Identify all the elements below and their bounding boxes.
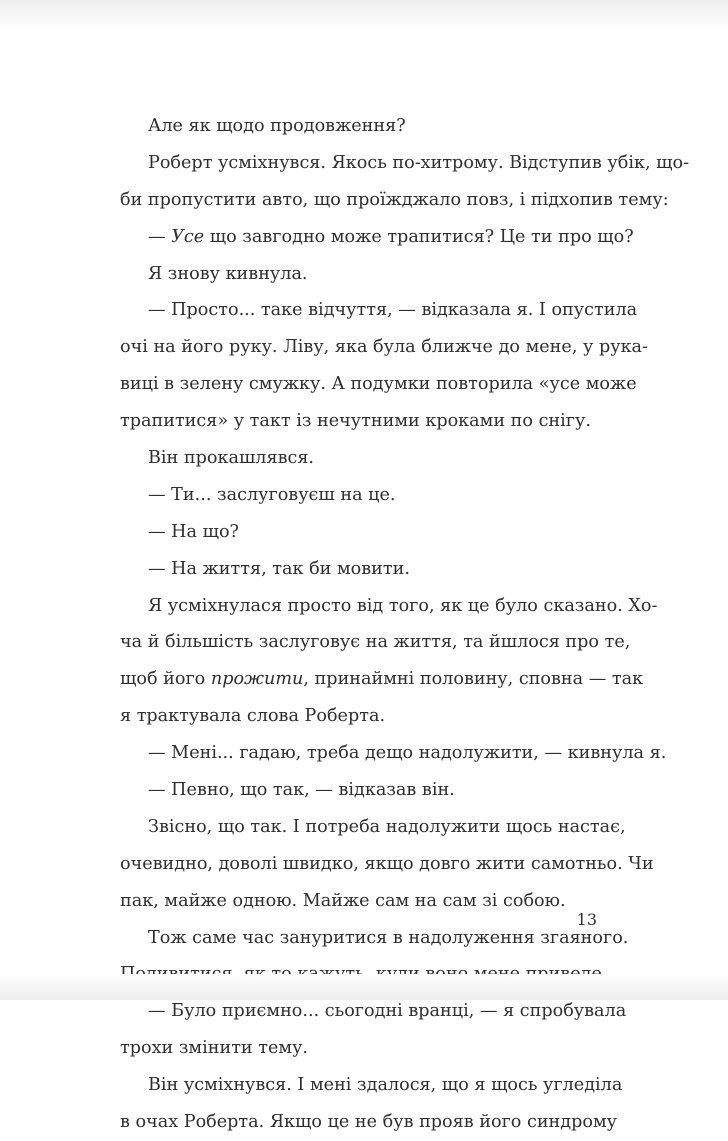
text-line: — Просто... таке відчуття, — відказала я. І опустила	[148, 300, 638, 321]
text-line: в очах Роберта. Якщо це не був прояв його синдрому	[120, 1112, 617, 1133]
text-line: я трактувала слова Роберта.	[120, 706, 386, 727]
text-line: — Певно, що так, — відказав він.	[148, 780, 455, 801]
text-line: очі на його руку. Ліву, яка була ближче до мене, у рука-	[120, 337, 648, 358]
text-segment: , принаймні половину, сповна — так	[303, 669, 644, 690]
text-line: — На життя, так би мовити.	[148, 558, 410, 579]
text-line: трапитися» у такт із нечутними кроками по снігу.	[120, 411, 591, 432]
text-line: Він усміхнувся. І мені здалося, що я щось угледіла	[148, 1075, 623, 1096]
text-line: Він прокашлявся.	[148, 448, 315, 469]
text-line: Я знову кивнула.	[148, 263, 308, 284]
text-line: — На що?	[148, 521, 239, 542]
text-line: виці в зелену смужку. А подумки повторила «усе може	[120, 374, 637, 395]
page-top-shadow	[0, 0, 728, 30]
text-segment: що завгодно може трапитися? Це ти про що?	[204, 226, 634, 247]
italic-emphasis: прожити	[210, 669, 304, 690]
italic-emphasis: Усе	[171, 226, 205, 247]
text-line: Звісно, що так. І потреба надолужити щось настає,	[148, 816, 626, 837]
text-line	[120, 661, 644, 698]
text-line: Я усміхнулася просто від того, як це було сказано. Хо-	[148, 595, 658, 616]
text-line: Роберт усміхнувся. Якось по-хитрому. Відступив убік, що-	[148, 152, 690, 173]
text-line: — Ти... заслуговуєш на це.	[148, 484, 396, 505]
text-line: Тож саме час зануритися в надолуження згаяного.	[148, 927, 629, 948]
text-line	[120, 219, 634, 256]
text-line: ча й більшість заслуговує на життя, та йшлося про те,	[120, 632, 631, 653]
text-segment: щоб його	[120, 669, 211, 690]
text-line: би пропустити авто, що проїжджало повз, і підхопив тему:	[120, 189, 669, 210]
page-bottom-shadow	[0, 974, 728, 1000]
page-number: 13	[576, 910, 597, 929]
text-line: пак, майже одною. Майже сам на сам зі собою.	[120, 890, 566, 911]
text-line: очевидно, доволі швидко, якщо довго жити самотньо. Чи	[120, 853, 654, 874]
text-segment: —	[148, 226, 172, 247]
text-line: — Мені... гадаю, треба дещо надолужити, — кивнула я.	[148, 743, 667, 764]
text-line: трохи змінити тему.	[120, 1038, 309, 1059]
text-line: — Було приємно... сьогодні вранці, — я спробувала	[148, 1001, 627, 1022]
text-line: Але як щодо продовження?	[148, 116, 406, 136]
